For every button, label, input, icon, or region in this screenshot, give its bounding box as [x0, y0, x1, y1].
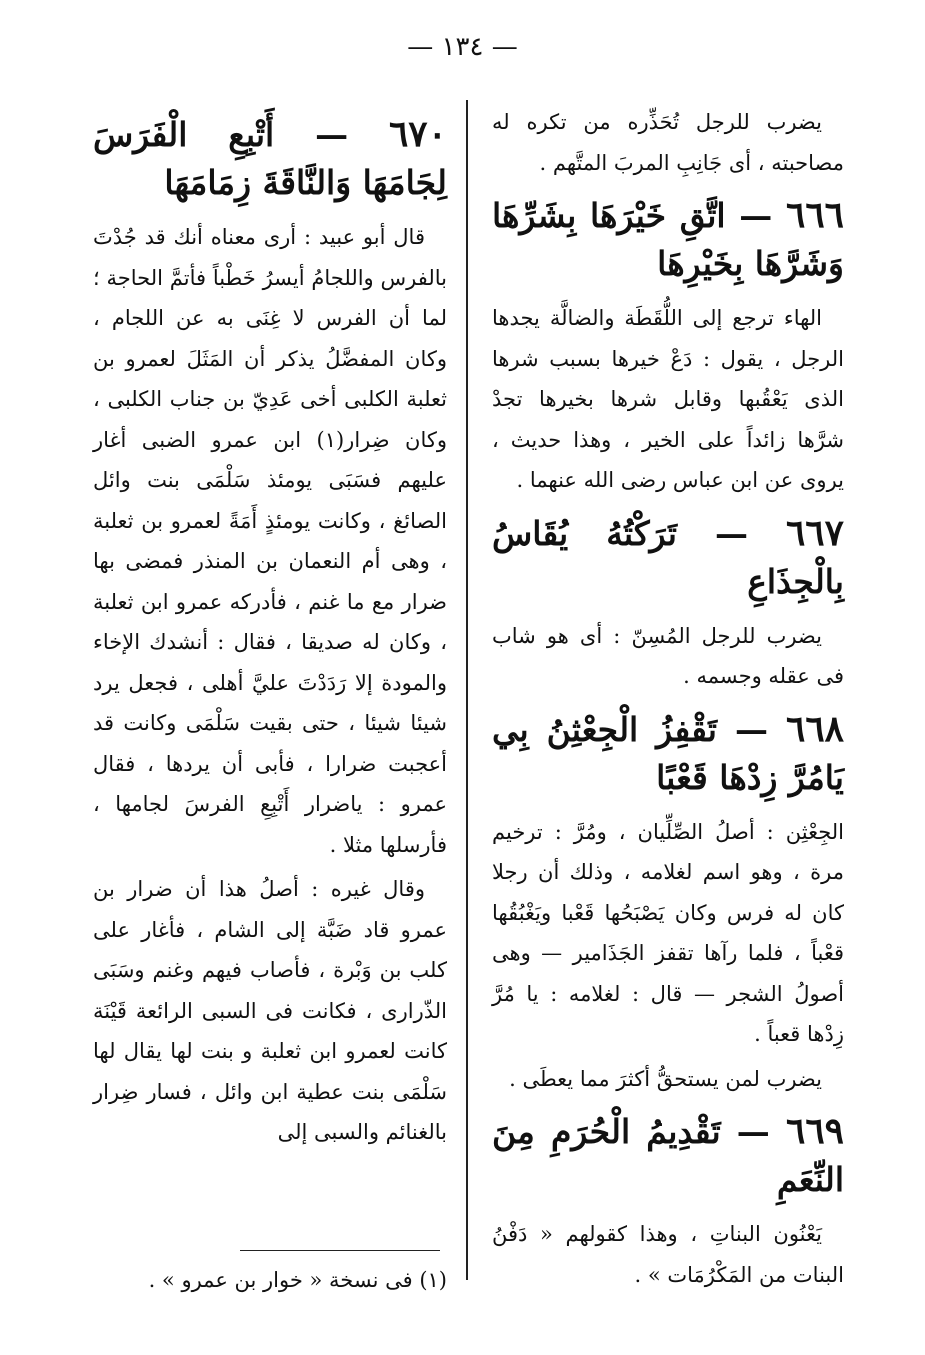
proverb-text: تَرَكْتُهُ يُقَاسُ بِالْجِذَاعِ [492, 513, 844, 601]
proverb-heading-668: ٦٦٨ — تَقْفِزُ الْجِعْثِنُ بِي يَامُرَّ زِدْهَا قَعْبًا [492, 707, 844, 797]
proverb-number: ٦٦٩ [785, 1110, 844, 1152]
paragraph: الجِعْثِن : أصلُ الصِّلِّيان ، ومُرَّ : ترخيم مرة ، وهو اسم لغلامه ، وذلك أن رجلا كان له فرس وكان يَصْبَحُها قَعْبا ويَغْبُقُها قعْباً ، فلما رآها تقفز الجَذَامير — وهى أصولُ الشجر — قال : لغلامه : يا مُرَّ زِدْها قعباً . [492, 819, 844, 1046]
paragraph: يضرب للرجل تُحَذِّره من تكره له مصاحبته ، أى جَانِبِ المربَ المتَّهم . [492, 110, 844, 175]
page-number: — ١٣٤ — [407, 32, 518, 62]
proverb-number: ٦٧٠ [388, 113, 447, 155]
proverb-text: اتَّقِ خَيْرَهَا بِشَرِّهَا وَشَرَّهَا بِخَيْرِهَا [492, 196, 844, 283]
proverb-heading-669: ٦٦٩ — تَقْدِيمُ الْحُرَمِ مِنَ النِّعَمِ [492, 1110, 844, 1199]
proverb-text: أَتْبِعِ الْفَرَسَ لِجَامَهَا وَالنَّاقَةَ زِمَامَهَا [93, 115, 447, 202]
paragraph: الهاء ترجع إلى اللُّقَطَة والضالَّة يجدها الرجل ، يقول : دَعْ خيرها بسبب شرها الذى يَعْقُبها وقابل شرها بخيرها تجدْ شرَّها زائداً على الخير ، وهذا حديث ، يروى عن ابن عباس رضى الله عنهما . [492, 306, 844, 492]
proverb-text: تَقْفِزُ الْجِعْثِنُ بِي يَامُرَّ زِدْهَا قَعْبًا [492, 709, 844, 797]
paragraph: يَعْنُون البناتِ ، وهذا كقولهم « دَفْنُ البنات من المَكْرُمَات » . [492, 1222, 844, 1287]
proverb-number: ٦٦٨ [785, 707, 844, 750]
proverb-heading-670: ٦٧٠ — أَتْبِعِ الْفَرَسَ لِجَامَهَا وَالنَّاقَةَ زِمَامَهَا [93, 113, 447, 202]
paragraph: قال أبو عبيد : أرى معناه أنك قد جُدْتَ بالفرس واللجامُ أيسرُ خَطْباً فأتمَّ الحاجة ؛ لما أن الفرس لا غِنَى به عن اللجام ، وكان المفضَّلُ يذكر أن المَثَلَ لعمرو بن ثعلبة الكلبى أخى عَدِيّ بن جناب الكلبى ، وكان ضِرار(١) ابن عمرو الضبى أغار عليهم فسَبَى يومئذ سَلْمَى بنت وائل الصائغ ، وكانت يومئذٍ أَمَةً لعمرو بن ثعلبة ، وهى أم النعمان بن المنذر فمضى بها ضرار مع ما غنم ، فأدركه عمرو ابن ثعلبة ، وكان له صديقا ، فقال : أنشدك الإخاء والمودة إلا رَدَدْتَ عليَّ أهلى ، فجعل يرد شيئا شيئا ، حتى بقيت سَلْمَى وكانت قد أعجبت ضرارا ، فأبى أن يردها ، فقال عمرو : ياضرار أَتْبِعِ الفرسَ لجامها ، فأرسلها مثلا . [93, 225, 447, 857]
left-column [93, 102, 447, 1157]
footnote-rule [240, 1250, 440, 1251]
right-column [492, 102, 844, 1299]
proverb-number: ٦٦٧ [785, 511, 844, 554]
proverb-heading-667: ٦٦٧ — تَرَكْتُهُ يُقَاسُ بِالْجِذَاعِ [492, 511, 844, 601]
column-divider [466, 100, 468, 1280]
paragraph: وقال غيره : أصلُ هذا أن ضرار بن عمرو قاد ضَبَّة إلى الشام ، فأغار على كلب بن وَبْرة ، فأصاب فيهم وغنم وسَبَى الذّرارى ، فكانت فى السبى الرائعة قَيْنَة كانت لعمرو ابن ثعلبة و بنت لها يقال لها سَلْمَى بنت عطية ابن وائل ، فسار ضِرار بالغنائم والسبى إلى [93, 877, 447, 1144]
proverb-number: ٦٦٦ [785, 194, 844, 236]
paragraph: يضرب لمن يستحقُّ أكثرَ مما يعطَى . [509, 1066, 822, 1091]
proverb-heading-666: ٦٦٦ — اتَّقِ خَيْرَهَا بِشَرِّهَا وَشَرَّهَا بِخَيْرِهَا [492, 194, 844, 283]
paragraph: يضرب للرجل المُسِنّ : أى هو شاب فى عقله وجسمه . [492, 623, 844, 688]
footnote: (١) فى نسخة « خوار بن عمرو » . [148, 1268, 447, 1292]
proverb-text: تَقْدِيمُ الْحُرَمِ مِنَ النِّعَمِ [492, 1112, 844, 1199]
